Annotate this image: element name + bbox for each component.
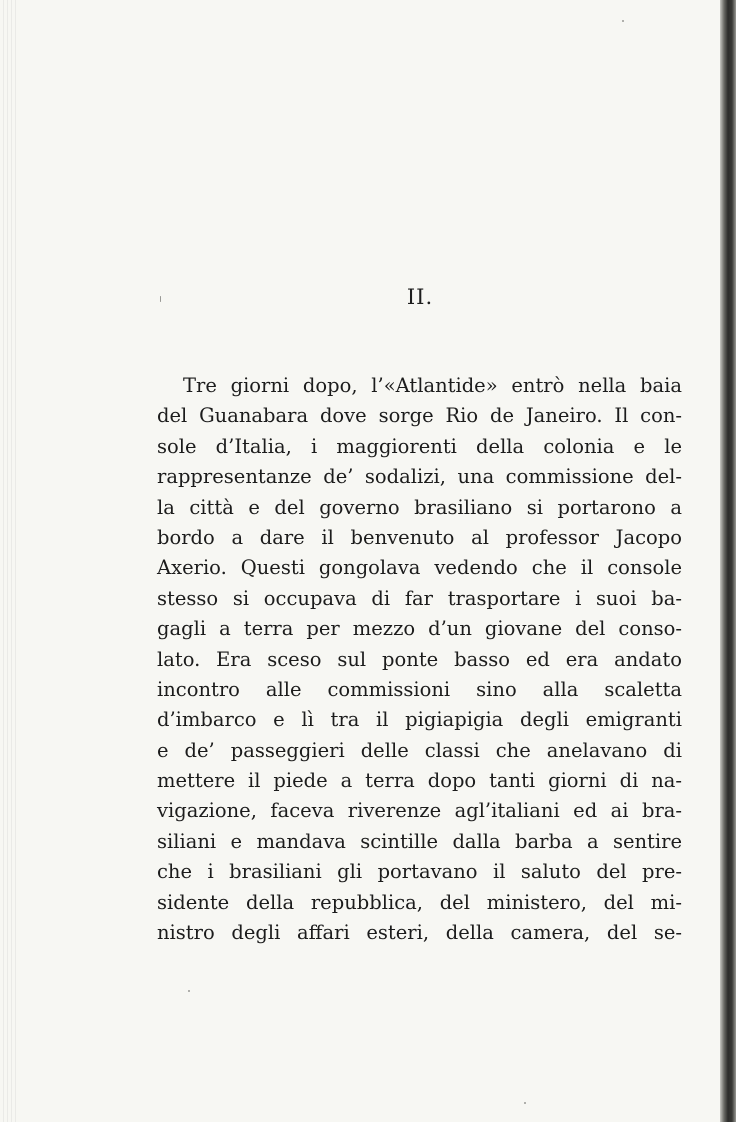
text-line: Axerio. Questi gongolava vedendo che il console [157, 556, 682, 580]
page-left-edge [0, 0, 18, 1122]
text-line: mettere il piede a terra dopo tanti giorni di na- [157, 769, 682, 793]
scan-speck [622, 20, 624, 22]
text-line: siliani e mandava scintille dalla barba a sentire [157, 829, 682, 853]
text-line: stesso si occupava di far trasportare i suoi ba- [157, 586, 682, 610]
text-line: Tre giorni dopo, l’«Atlantide» entrò nella baia [183, 374, 682, 397]
page-binding-edge [720, 0, 736, 1122]
text-line: vigazione, faceva riverenze agl’italiani ed ai bra- [157, 799, 682, 823]
chapter-heading: II. [406, 285, 434, 309]
body-paragraph [157, 371, 682, 948]
text-line: gagli a terra per mezzo d’un giovane del conso- [157, 617, 682, 641]
text-line: la città e del governo brasiliano si portarono a [157, 495, 682, 519]
text-line: bordo a dare il benvenuto al professor Jacopo [157, 525, 682, 549]
scan-speck [188, 990, 190, 992]
text-line: lato. Era sceso sul ponte basso ed era andato [157, 647, 682, 671]
text-line: e de’ passeggieri delle classi che anelavano di [157, 738, 682, 762]
text-line: sole d’Italia, i maggiorenti della colonia e le [157, 434, 682, 458]
text-line: nistro degli affari esteri, della camera, del se- [157, 921, 682, 945]
text-line: incontro alle commissioni sino alla scaletta [157, 677, 682, 701]
text-line: sidente della repubblica, del ministero, del mi- [157, 890, 682, 914]
text-line: che i brasiliani gli portavano il saluto del pre- [157, 860, 682, 884]
text-line: d’imbarco e lì tra il pigiapigia degli emigranti [157, 708, 682, 732]
scan-speck [160, 296, 161, 302]
text-line: rappresentanze de’ sodalizi, una commissione del- [157, 465, 682, 489]
text-line: del Guanabara dove sorge Rio de Janeiro. Il con- [157, 404, 682, 428]
scan-speck [524, 1102, 526, 1104]
